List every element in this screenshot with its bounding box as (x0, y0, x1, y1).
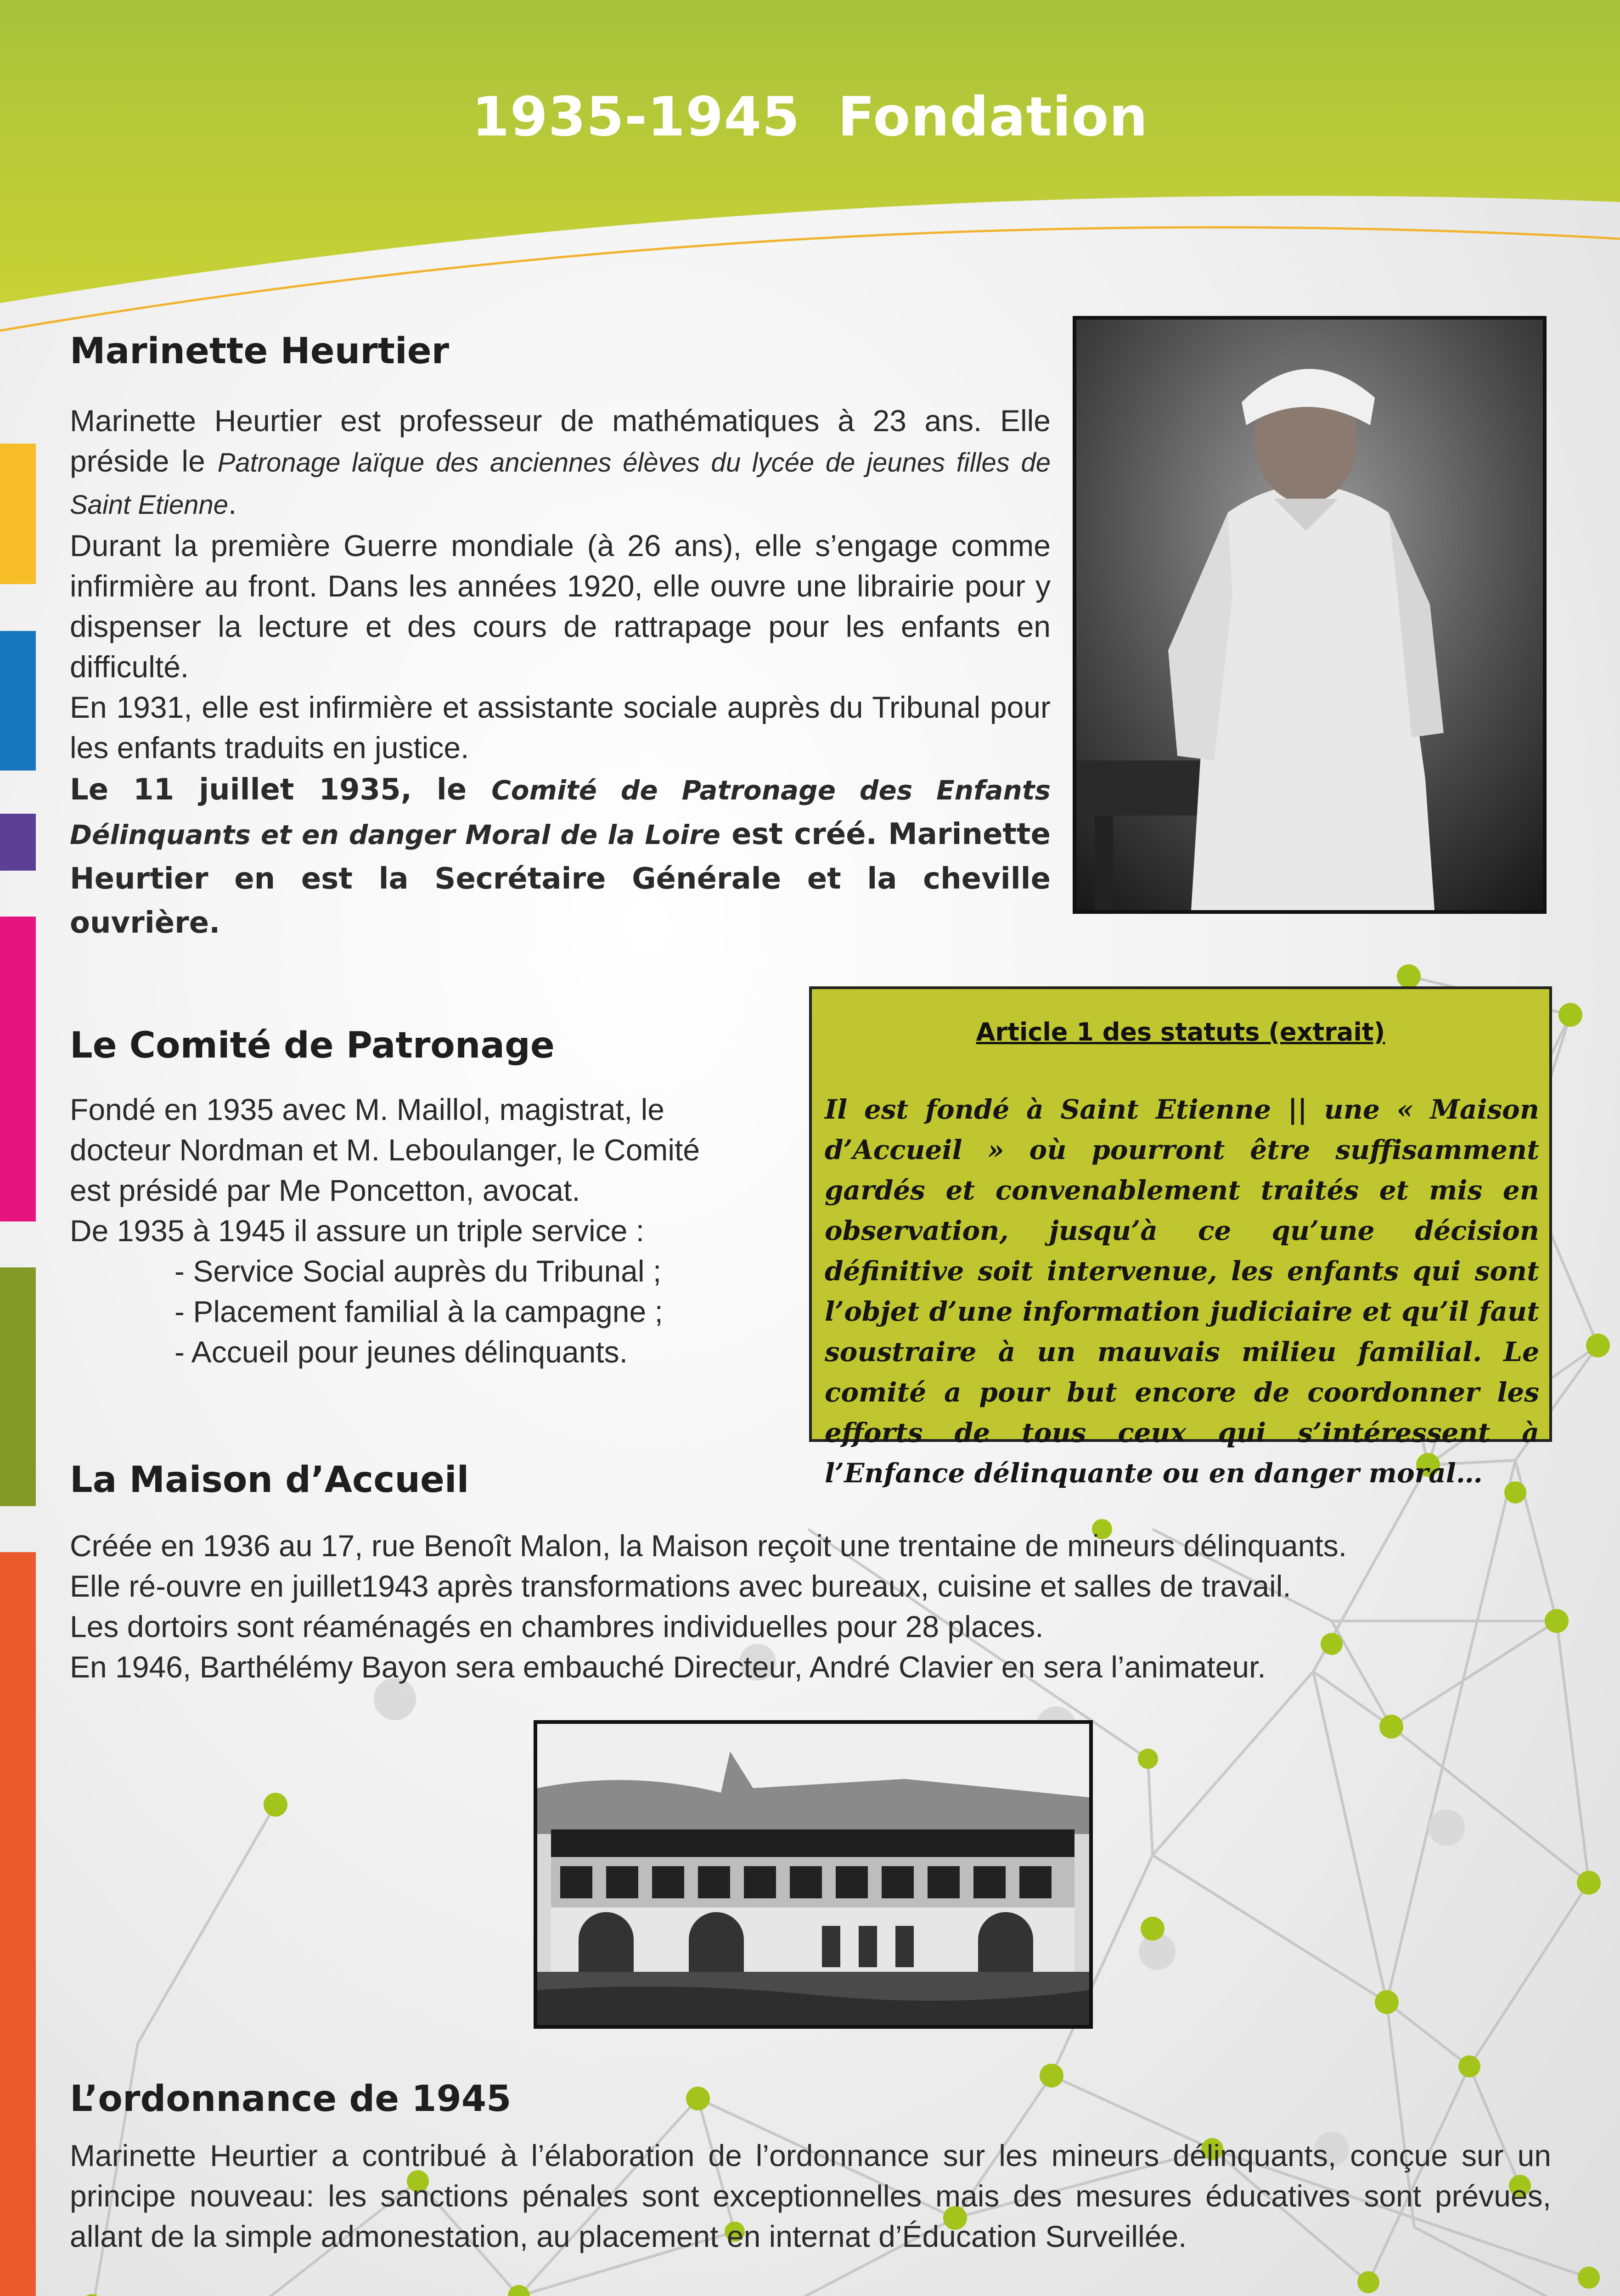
service-list-item: - Placement familial à la campagne ; (174, 1294, 663, 1328)
section3-line-1: Créée en 1936 au 17, rue Benoît Malon, la Maison reçoit une trentaine de mineurs délinquants. (70, 1529, 1347, 1563)
section2-line-4: De 1935 à 1945 il assure un triple service : (70, 1214, 645, 1248)
heading-comite-de-patronage: Le Comité de Patronage (70, 1025, 555, 1066)
section1-text (70, 400, 1051, 945)
section1-paragraph-1: Marinette Heurtier est professeur de mathématiques à 23 ans. Elle préside le Patronage laïque des anciennes élèves du lycée de jeunes filles de Saint Etienne. (70, 404, 1051, 520)
section2-line-2: docteur Nordman et M. Leboulanger, le Comité (70, 1133, 700, 1167)
heading-maison-d-accueil: La Maison d’Accueil (70, 1459, 469, 1501)
side-bar-magenta (0, 917, 36, 1221)
section3-line-4: En 1946, Barthélémy Bayon sera embauché Directeur, André Clavier en sera l’animateur. (70, 1650, 1266, 1684)
section1-paragraph-4: Le 11 juillet 1935, le Comité de Patronage des Enfants Délinquants et en danger Moral de la Loire est créé. Marinette Heurtier en est la Secrétaire Générale et la cheville ouvrière. (70, 773, 1051, 940)
side-bar-purple (0, 814, 36, 871)
section3-text (70, 1525, 1539, 1687)
portrait-photo (1073, 316, 1547, 914)
section2-line-1: Fondé en 1935 avec M. Maillol, magistrat, le (70, 1092, 664, 1126)
section2-line-3: est présidé par Me Poncetton, avocat. (70, 1173, 580, 1207)
page-title: 1935-1945 Fondation (472, 85, 1148, 148)
header-band (0, 0, 1620, 303)
section3-line-3: Les dortoirs sont réaménagés en chambres individuelles pour 28 places. (70, 1609, 1044, 1643)
service-list-item: - Service Social auprès du Tribunal ; (174, 1254, 662, 1288)
section4-text: Marinette Heurtier a contribué à l’élaboration de l’ordonnance sur les mineurs délinquants, conçue sur un principe nouveau: les sanctions pénales sont exceptionnelles mais des mesures éducatives sont prévues, allant de la simple admonestation, au placement en internat d’Éducation Surveillée. (70, 2138, 1551, 2253)
section1-paragraph-2: Durant la première Guerre mondiale (à 26 ans), elle s’engage comme infirmière au front. Dans les années 1920, elle ouvre une librairie pour y dispenser la lecture et des cours de rattrapage pour les enfants en difficulté. (70, 529, 1051, 684)
heading-marinette-heurtier: Marinette Heurtier (70, 331, 450, 372)
side-bar-olive (0, 1267, 36, 1506)
heading-ordonnance-1945: L’ordonnance de 1945 (70, 2078, 512, 2120)
article-statuts-box (809, 986, 1552, 1489)
section1-paragraph-3: En 1931, elle est infirmière et assistante sociale auprès du Tribunal pour les enfants traduits en justice. (70, 690, 1051, 765)
article-text: Il est fondé à Saint Etienne || une « Maison d’Accueil » où pourront être suffisamment gardés et convenablement traités et mis en observation, jusqu’à ce qu’une décision définitive soit intervenue, les enfants qui sont l’objet d’une information judiciaire et qu’il faut soustraire à un mauvais milieu familial. Le comité a pour but encore de coordonner les efforts de tous ceux qui s’intéressent à l’Enfance délinquante ou en danger moral… (825, 1094, 1539, 1489)
side-bar-yellow (0, 444, 36, 584)
side-bar-blue (0, 631, 36, 771)
service-list-item: - Accueil pour jeunes délinquants. (174, 1335, 628, 1369)
side-bar-orange (0, 1552, 36, 2296)
section2-text (70, 1089, 786, 1372)
article-title: Article 1 des statuts (extrait) (976, 1018, 1385, 1047)
maison-d-accueil-photo (534, 1720, 1093, 2029)
section3-line-2: Elle ré-ouvre en juillet1943 après transformations avec bureaux, cuisine et salles de travail. (70, 1569, 1291, 1603)
